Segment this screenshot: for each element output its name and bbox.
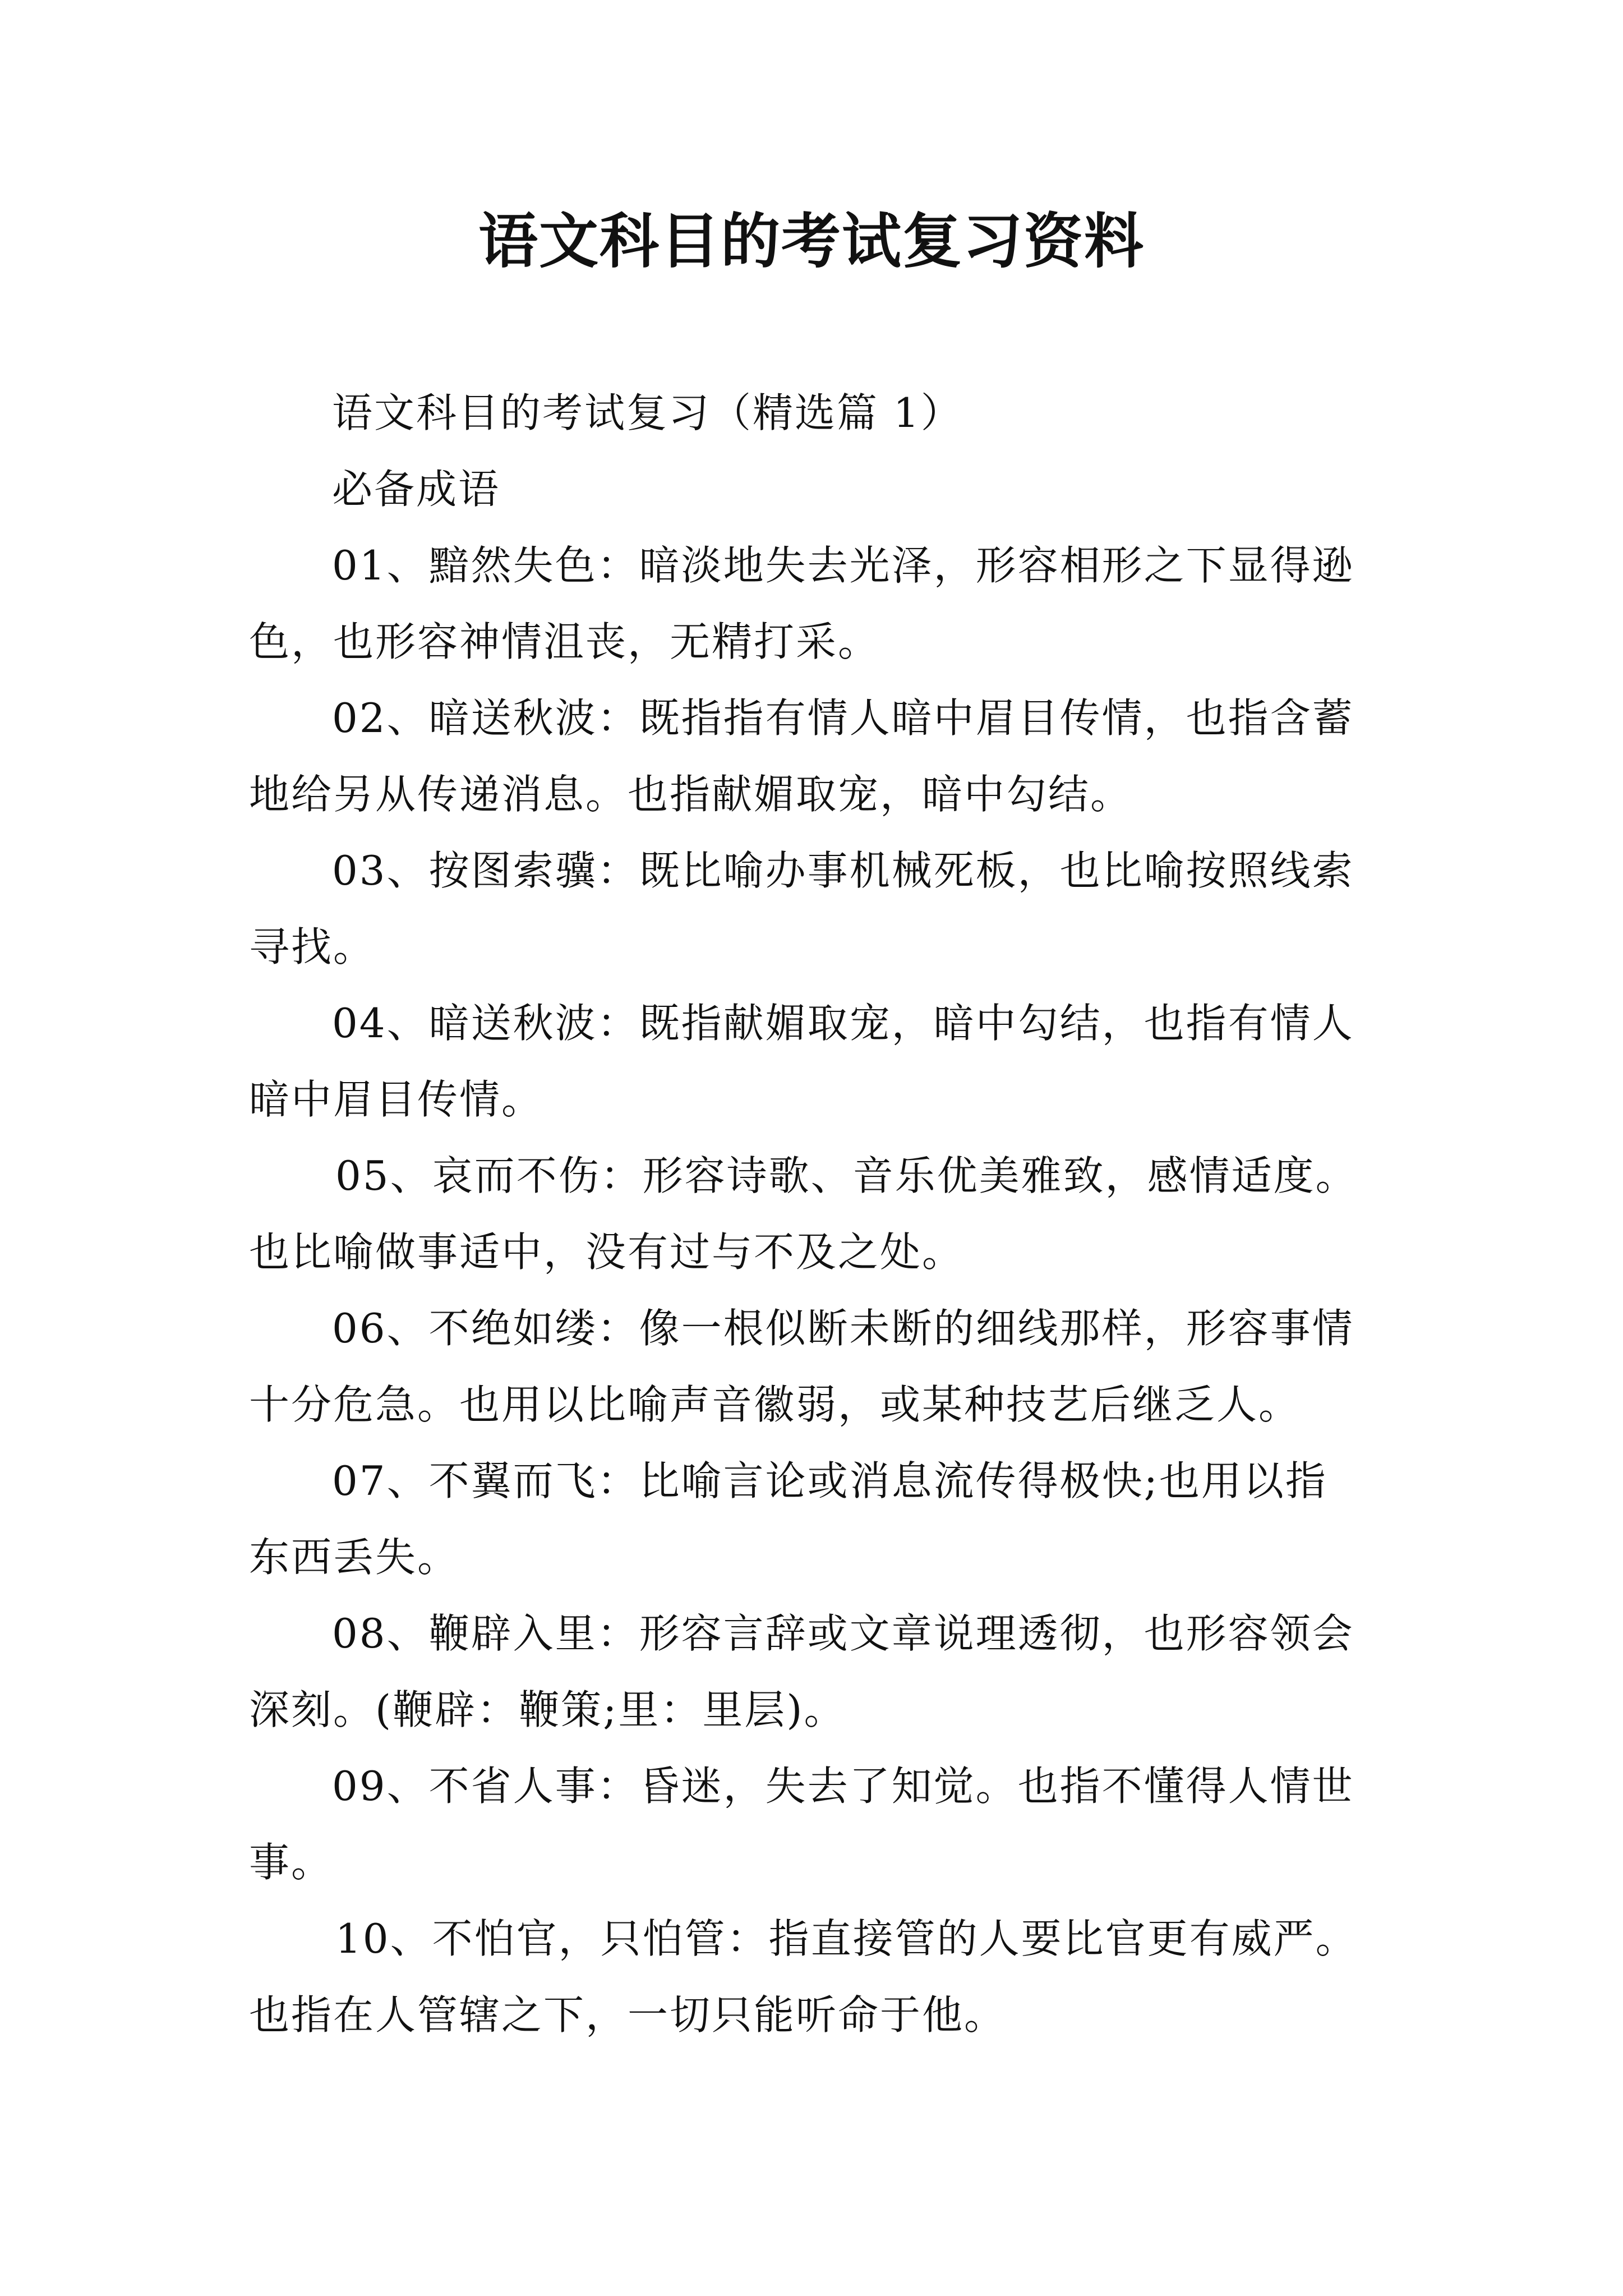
- section-heading: 语文科目的考试复习（精选篇 1）: [332, 389, 963, 436]
- entry-01-line2: 色，也形容神情沮丧，无精打采。: [249, 618, 880, 665]
- entry-08-line1: 08、鞭辟入里：形容言辞或文章说理透彻，也形容领会: [332, 1610, 1354, 1657]
- subheading: 必备成语: [332, 466, 501, 513]
- entry-04-line2: 暗中眉目传情。: [249, 1076, 544, 1123]
- entry-04-line1: 04、暗送秋波：既指献媚取宠，暗中勾结，也指有情人: [332, 1000, 1354, 1047]
- entry-10-line2: 也指在人管辖之下，一切只能听命于他。: [249, 1991, 1007, 2039]
- entry-08-line2: 深刻。(鞭辟：鞭策;里：里层)。: [249, 1686, 846, 1733]
- entry-09-line1: 09、不省人事：昏迷，失去了知觉。也指不懂得人情世: [332, 1763, 1354, 1810]
- entry-02-line2: 地给另从传递消息。也指献媚取宠，暗中勾结。: [249, 771, 1133, 818]
- entry-10-line1: 10、不怕官，只怕管：指直接管的人要比官更有威严。: [335, 1915, 1358, 1962]
- entry-09-line2: 事。: [249, 1839, 334, 1886]
- entry-03-line1: 03、按图索骥：既比喻办事机械死板，也比喻按照线索: [332, 847, 1354, 894]
- entry-07-line1: 07、不翼而飞：比喻言论或消息流传得极快;也用以指: [332, 1457, 1327, 1504]
- entry-06-line1: 06、不绝如缕：像一根似断未断的细线那样，形容事情: [332, 1305, 1354, 1352]
- entry-05-line1: 05、哀而不伤：形容诗歌、音乐优美雅致，感情适度。: [335, 1152, 1358, 1199]
- entry-07-line2: 东西丢失。: [249, 1534, 460, 1581]
- entry-06-line2: 十分危急。也用以比喻声音徽弱，或某种技艺后继乏人。: [249, 1381, 1301, 1428]
- entry-03-line2: 寻找。: [249, 923, 376, 970]
- entry-01-line1: 01、黯然失色：暗淡地失去光泽，形容相形之下显得逊: [332, 542, 1354, 589]
- document-title: 语文科目的考试复习资料: [478, 206, 1145, 276]
- entry-02-line1: 02、暗送秋波：既指指有情人暗中眉目传情，也指含蓄: [332, 694, 1354, 742]
- entry-05-line2: 也比喻做事适中，没有过与不及之处。: [249, 1228, 965, 1276]
